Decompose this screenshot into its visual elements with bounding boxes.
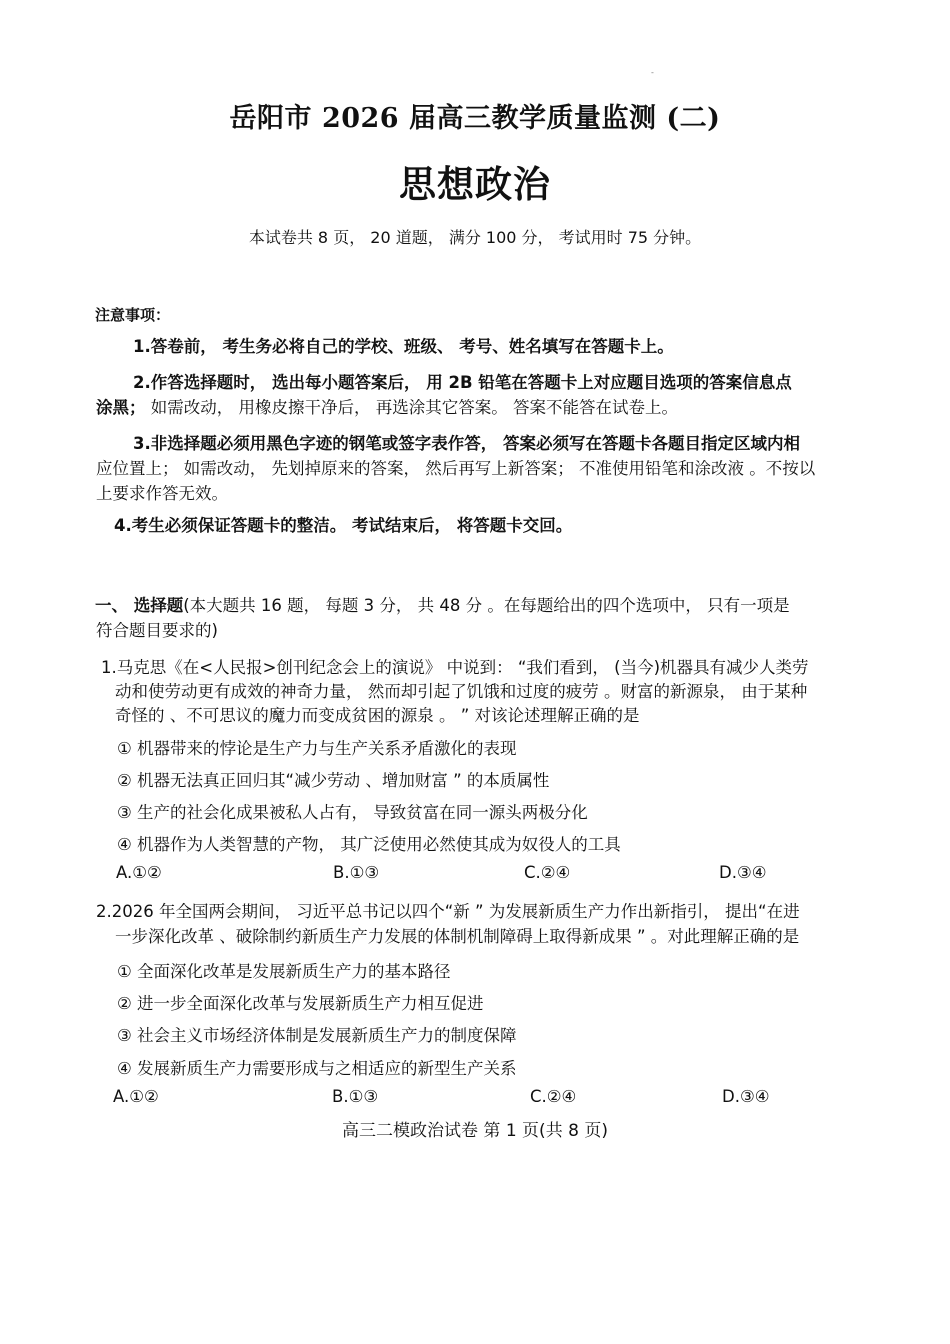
notice-item-4: 4.考生必须保证答题卡的整洁。 考试结束后， 将答题卡交回。 (114, 516, 573, 535)
question-2-option-4: ④ 发展新质生产力需要形成与之相适应的新型生产关系 (117, 1059, 517, 1078)
question-2-line1: 2.2026 年全国两会期间， 习近平总书记以四个“新 ” 为发展新质生产力作出新指引， 提出“在进 (96, 902, 800, 921)
subject-title: 思想政治 (399, 163, 551, 206)
section-1-label: 一、 选择题 (95, 596, 184, 615)
question-1-option-2: ② 机器无法真正回归其“减少劳动 、增加财富 ” 的本质属性 (117, 771, 550, 790)
question-2-answer-a: A.①② (113, 1087, 159, 1106)
question-1-option-1: ① 机器带来的悖论是生产力与生产关系矛盾激化的表现 (117, 739, 517, 758)
notice-item-3-line3: 上要求作答无效。 (96, 484, 228, 503)
exam-title: 岳阳市 2026 届高三教学质量监测 (二) (229, 103, 721, 134)
question-1-answer-d: D.③④ (719, 863, 767, 882)
notice-item-1: 1.答卷前， 考生务必将自己的学校、班级、 考号、姓名填写在答题卡上。 (133, 337, 674, 356)
question-1-option-3: ③ 生产的社会化成果被私人占有， 导致贫富在同一源头两极分化 (117, 803, 588, 822)
question-1-answer-a: A.①② (116, 863, 162, 882)
question-1-line3: 奇怪的 、不可思议的魔力而变成贫困的源泉 。 ” 对该论述理解正确的是 (115, 706, 640, 725)
question-1-answer-c: C.②④ (524, 863, 571, 882)
question-2-answer-d: D.③④ (722, 1087, 770, 1106)
question-1-line1: 1.马克思《在<人民报>创刊纪念会上的演说》 中说到： “我们看到， (当今)机器具有减少人类劳 (101, 658, 809, 677)
page-footer: 高三二模政治试卷 第 1 页(共 8 页) (342, 1121, 608, 1141)
exam-info: 本试卷共 8 页， 20 道题， 满分 100 分， 考试用时 75 分钟。 (248, 228, 702, 247)
notice-item-2-line1: 2.作答选择题时， 选出每小题答案后， 用 2B 铅笔在答题卡上对应题目选项的答案信息点 (133, 373, 792, 392)
question-1-option-4: ④ 机器作为人类智慧的产物， 其广泛使用必然使其成为奴役人的工具 (117, 835, 621, 854)
question-2-option-1: ① 全面深化改革是发展新质生产力的基本路径 (117, 962, 451, 981)
notice-item-2-line2 (96, 394, 678, 418)
stray-mark: - (651, 68, 654, 77)
notice-heading: 注意事项： (95, 306, 171, 324)
question-2-answer-c: C.②④ (530, 1087, 577, 1106)
question-2-line2: 一步深化改革 、破除制约新质生产力发展的体制机制障碍上取得新成果 ” 。对此理解正确的是 (115, 927, 800, 946)
section-1-header (95, 592, 790, 616)
section-1-desc-line2: 符合题目要求的) (96, 621, 218, 640)
notice-item-2-text: 如需改动， 用橡皮擦干净后， 再选涂其它答案。 答案不能答在试卷上。 (150, 398, 678, 417)
question-1-answer-b: B.①③ (333, 863, 380, 882)
section-1-desc: (本大题共 16 题， 每题 3 分， 共 48 分 。在每题给出的四个选项中， 只有一项是 (183, 596, 790, 615)
notice-item-3-line2: 应位置上； 如需改动， 先划掉原来的答案， 然后再写上新答案； 不准使用铅笔和涂改液 。不按以 (96, 459, 816, 478)
question-2-option-2: ② 进一步全面深化改革与发展新质生产力相互促进 (117, 994, 484, 1013)
notice-item-2-bold: 涂黑； (96, 398, 146, 417)
notice-item-3-line1: 3.非选择题必须用黑色字迹的钢笔或签字表作答， 答案必须写在答题卡各题目指定区域内相 (133, 434, 800, 453)
question-1-line2: 动和使劳动更有成效的神奇力量， 然而却引起了饥饿和过度的疲劳 。财富的新源泉， 由于某种 (115, 682, 808, 701)
question-2-answer-b: B.①③ (332, 1087, 379, 1106)
question-2-option-3: ③ 社会主义市场经济体制是发展新质生产力的制度保障 (117, 1026, 517, 1045)
